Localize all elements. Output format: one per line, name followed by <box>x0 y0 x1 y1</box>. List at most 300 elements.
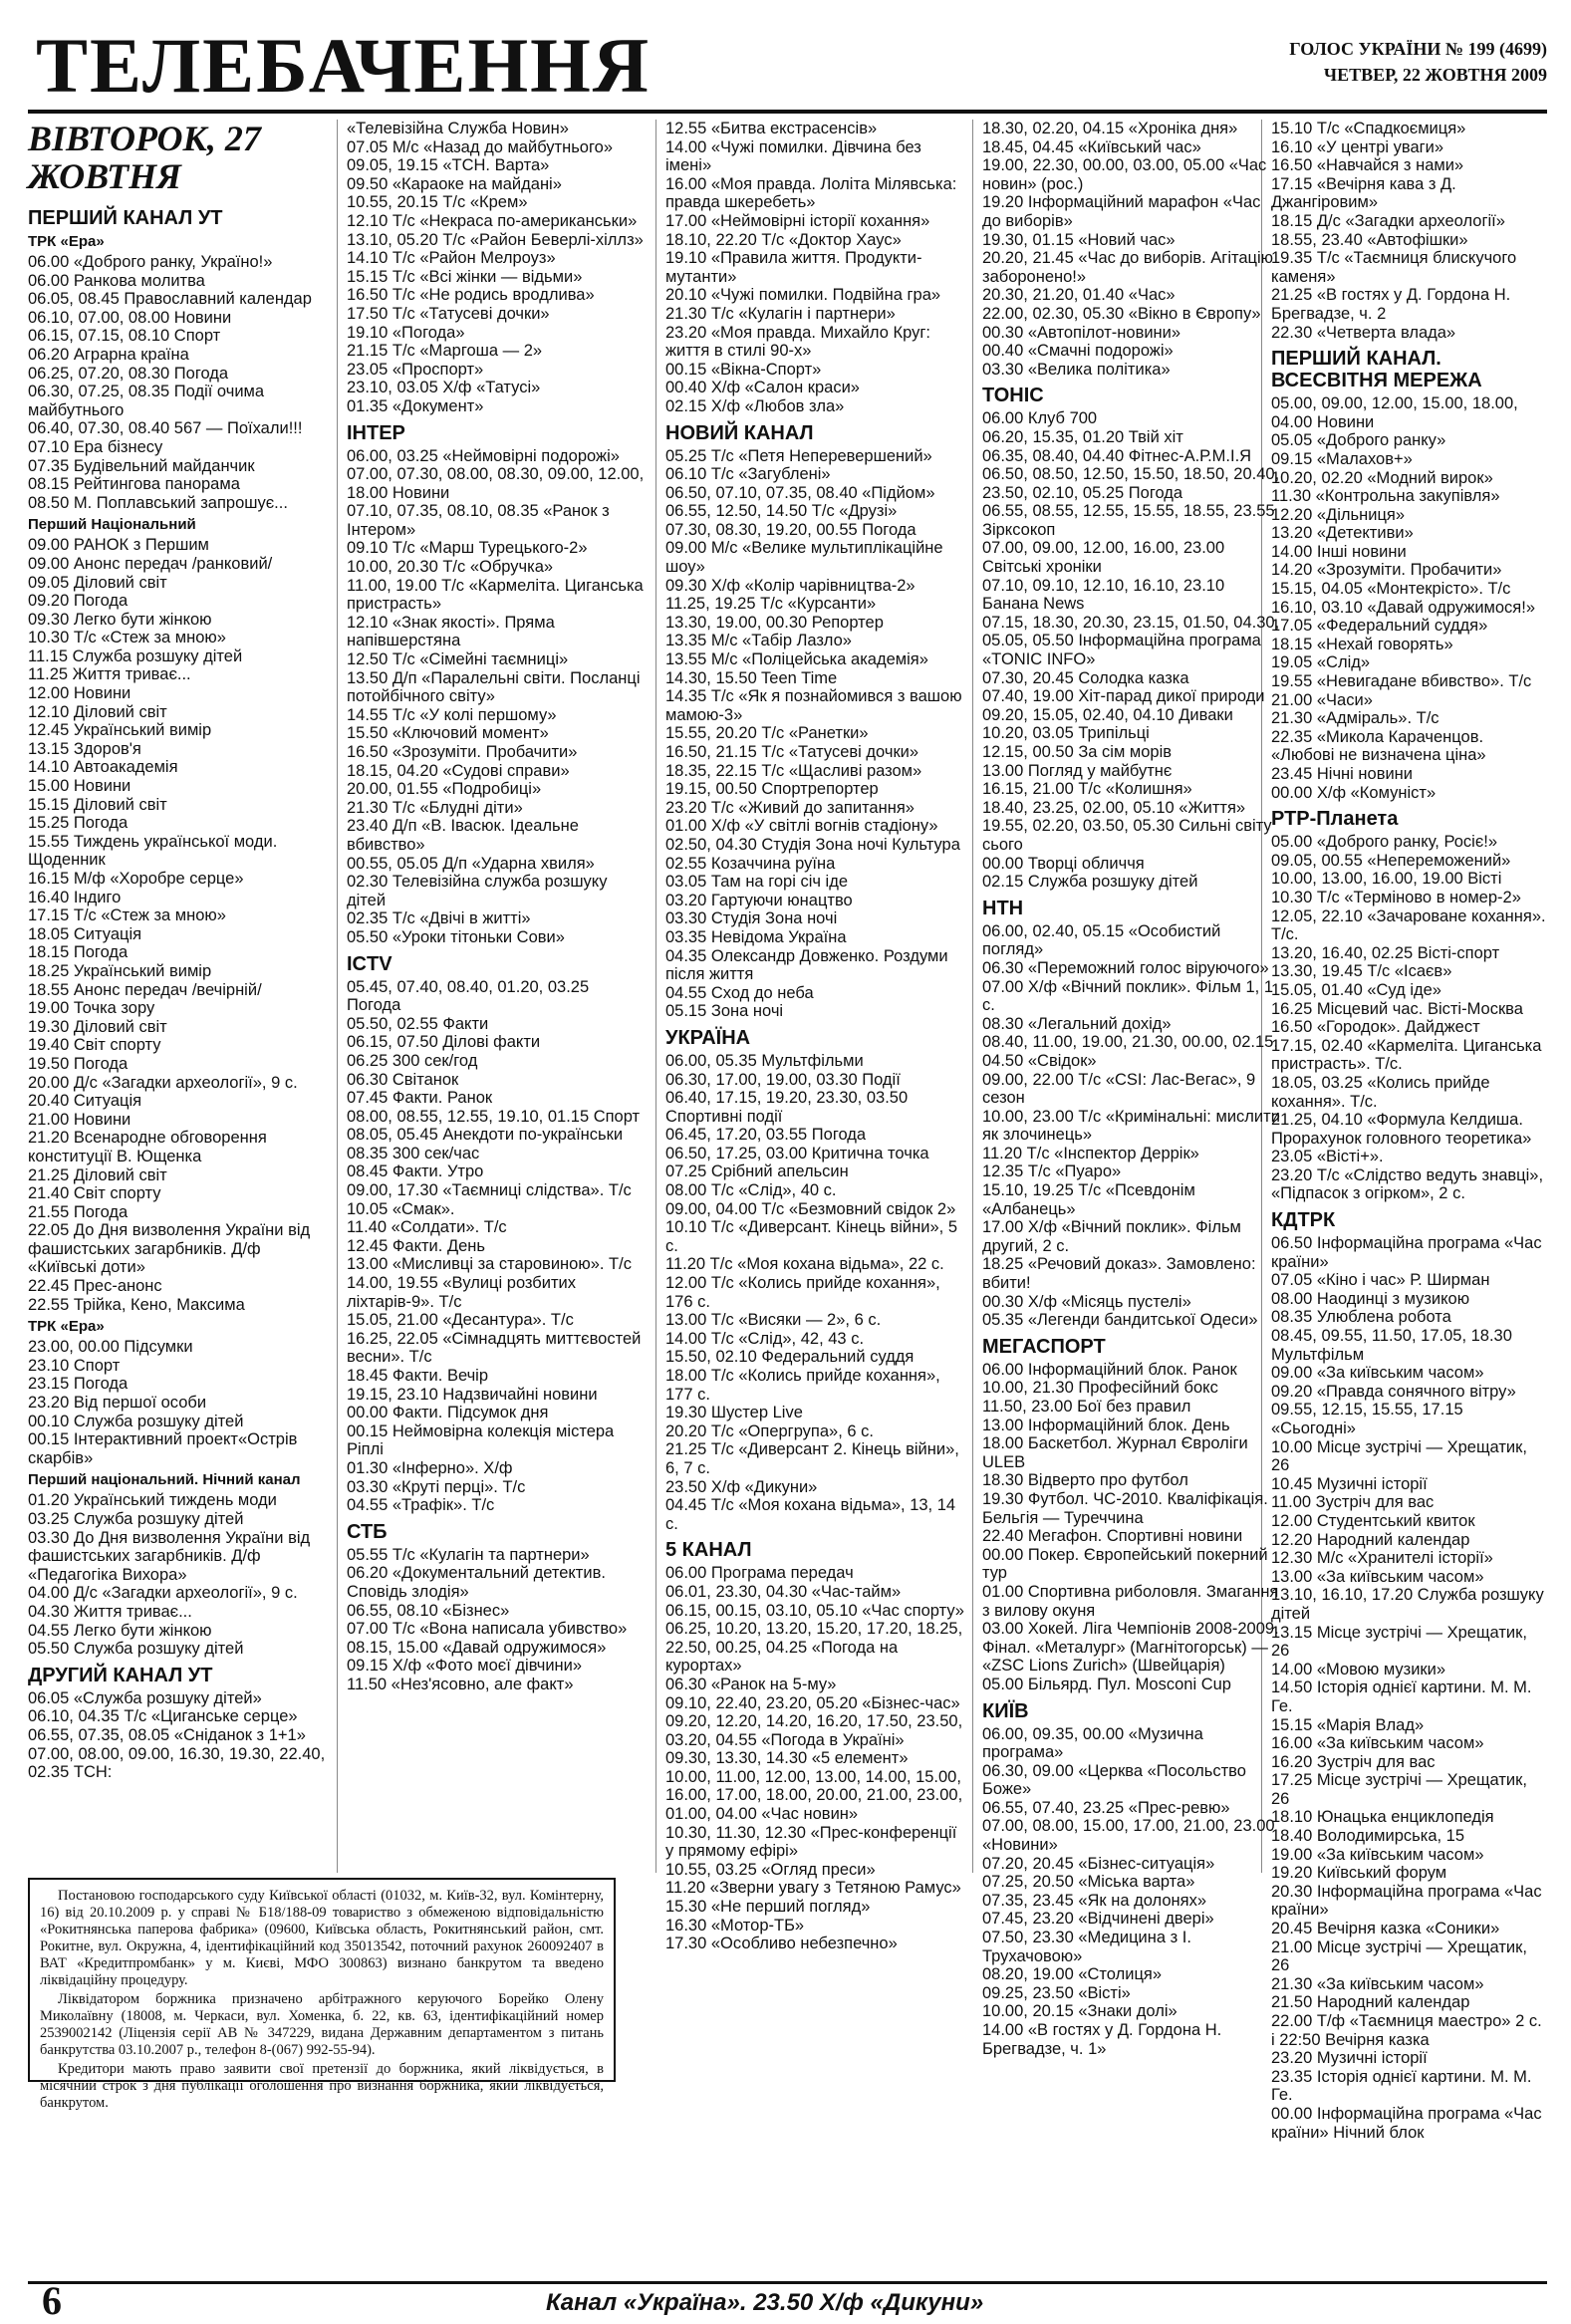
program-line: 09.55, 12.15, 15.55, 17.15 «Сьогодні» <box>1271 1401 1463 1437</box>
program-line: 23.20 Музичні історії <box>1271 2049 1428 2068</box>
program-line: 05.55 Т/с «Кулагін та партнери» <box>347 1545 590 1564</box>
program-line: 03.20 Гартуючи юнацтво <box>665 891 853 909</box>
program-line: 19.15, 00.50 Спортрепортер <box>665 780 879 799</box>
program-line: 06.00 Ранкова молитва <box>28 271 205 290</box>
program-line: 13.50 Д/п «Паралельні світи. Посланці потойбічного світу» <box>347 668 641 706</box>
program-line: 05.00 «Доброго ранку, Росіє!» <box>1271 833 1497 852</box>
program-line: 19.00 Точка зору <box>28 999 155 1018</box>
program-line: 13.15 Здоров'я <box>28 739 141 758</box>
program-line: 21.30 «Адміраль». Т/с <box>1271 709 1440 728</box>
program-line: 14.00 Інші новини <box>1271 542 1407 561</box>
program-line: 21.25 «В гостях у Д. Гордона Н. Брегвадзе, ч. 2 <box>1271 286 1511 323</box>
program-line: 09.00 Анонс передач /ранковий/ <box>28 554 273 573</box>
program-line: 16.40 Індиго <box>28 888 122 906</box>
program-line: 22.40 Мегафон. Спортивні новини <box>982 1527 1243 1546</box>
program-line: 04.00 Д/с «Загадки археології», 9 с. <box>28 1584 298 1603</box>
page-number: 6 <box>42 2278 62 2323</box>
program-line: 08.00 Наодинці з музикою <box>1271 1289 1470 1308</box>
program-line: 03.00 Хокей. Ліга Чемпіонів 2008-2009. Фінал. «Металург» (Магнітогорськ) — «ZSC Lions Zurich» (Швейцарія) <box>982 1620 1279 1676</box>
program-line: 21.30 «За київським часом» <box>1271 1974 1484 1993</box>
program-line: 12.45 Український вимір <box>28 721 212 740</box>
program-line: 16.00 «Моя правда. Лоліта Мілявська: правда шкеребеть» <box>665 174 957 212</box>
program-line: 16.00 «За київським часом» <box>1271 1734 1484 1753</box>
program-line: 10.00, 21.30 Професійний бокс <box>982 1379 1218 1398</box>
notice-paragraph: Постановою господарського суду Київської області (01032, м. Київ-32, вул. Комінтерну, 16) від 20.10.2009 р. у справі № Б18/188-09 товариство з обмеженою відповідальністю «Рокитнянська паперова фабрика» (09600, Київська область, Рокитнянський район, смт. Рокитне, вул. Окружна, 4, ідентифікаційний код 35013542, поточний рахунок 260092407 в ВАТ «Кредитпромбанк» у м. Києві, МФО 300863) визнано банкрутом та введено ліквідаційну процедуру. <box>40 1888 604 1988</box>
program-line: 15.15 «Марія Влад» <box>1271 1715 1425 1734</box>
program-line: 05.45, 07.40, 08.40, 01.20, 03.25 Погода <box>347 977 590 1015</box>
program-line: 06.25 300 сек/год <box>347 1051 478 1070</box>
section-title: ТЕЛЕБАЧЕННЯ <box>36 22 652 109</box>
program-line: 14.00 Т/с «Слід», 42, 43 с. <box>665 1329 865 1348</box>
program-line: 18.05, 03.25 «Колись прийде кохання». Т/с. <box>1271 1073 1490 1111</box>
program-line: 14.50 Історія однієї картини. М. М. Ге. <box>1271 1678 1532 1715</box>
column-2 <box>347 120 646 2087</box>
program-line: 19.30 Футбол. ЧС-2010. Кваліфікація. Бельгія — Туреччина <box>982 1489 1268 1527</box>
program-line: 18.40 Володимирська, 15 <box>1271 1827 1465 1846</box>
program-line: 13.35 М/с «Табір Лазло» <box>665 632 852 650</box>
program-line: 01.20 Український тиждень моди <box>28 1491 277 1510</box>
program-line: 06.00 «Доброго ранку, Україно!» <box>28 253 273 271</box>
program-line: 06.55, 07.35, 08.05 «Сніданок з 1+1» <box>28 1725 306 1744</box>
program-line: 19.30 Шустер Live <box>665 1404 803 1422</box>
program-line: 00.00 Факти. Підсумок дня <box>347 1404 549 1422</box>
program-line: 19.55 «Невигадане вбивство». Т/с <box>1271 672 1532 691</box>
program-line: 02.35 Т/с «Двічі в житті» <box>347 909 531 928</box>
program-line: 07.00, 08.00, 09.00, 16.30, 19.30, 22.40, 02.35 ТСН: <box>28 1744 326 1782</box>
program-line: 23.20 Від першої особи <box>28 1394 207 1413</box>
program-line: 02.15 Х/ф «Любов зла» <box>665 396 845 415</box>
program-line: 06.05 «Служба розшуку дітей» <box>28 1688 262 1707</box>
channel-heading: НОВИЙ КАНАЛ <box>665 421 814 444</box>
program-line: 06.25, 07.20, 08.30 Погода <box>28 364 229 383</box>
program-line: 22.35 «Микола Караченцов. «Любові не визначена ціна» <box>1271 727 1486 765</box>
program-line: 16.10, 03.10 «Давай одружимося!» <box>1271 598 1536 617</box>
program-line: 16.15, 21.00 Т/с «Колишня» <box>982 780 1192 799</box>
program-line: 00.10 Служба розшуку дітей <box>28 1412 244 1430</box>
program-line: 12.15, 00.50 За сім морів <box>982 743 1173 761</box>
channel-heading: ІНТЕР <box>347 421 405 444</box>
program-line: 06.50, 17.25, 03.00 Критична точка <box>665 1144 929 1162</box>
program-line: 16.25 Місцевий час. Вісті-Москва <box>1271 999 1523 1018</box>
program-line: 20.10 «Чужі помилки. Подвійна гра» <box>665 286 941 305</box>
program-line: 10.05 «Смак». <box>347 1199 455 1218</box>
program-line: 18.00 Баскетбол. Журнал Євроліги ULEB <box>982 1434 1248 1471</box>
program-line: 19.10 «Правила життя. Продукти-мутанти» <box>665 249 922 286</box>
program-line: 06.55, 08.10 «Бізнес» <box>347 1601 510 1620</box>
program-line: 10.00, 20.15 «Знаки долі» <box>982 2002 1178 2021</box>
program-line: 14.00 «В гостях у Д. Гордона Н. Брегвадзе, ч. 1» <box>982 2021 1222 2058</box>
channel-heading: 5 КАНАЛ <box>665 1539 752 1562</box>
program-line: 18.55 Анонс передач /вечірній/ <box>28 980 262 999</box>
program-line: 10.30, 11.30, 12.30 «Прес-конференції у прямому ефірі» <box>665 1823 957 1861</box>
program-line: 20.00, 01.55 «Подробиці» <box>347 780 542 799</box>
program-line: 20.20, 21.45 «Час до виборів. Агітацію заборонено!» <box>982 249 1274 286</box>
program-line: 10.00, 23.00 Т/с «Кримінальні: мислити як злочинець» <box>982 1107 1280 1145</box>
program-line: 19.50 Погода <box>28 1054 129 1073</box>
program-line: 15.15, 04.05 «Монтекрісто». Т/с <box>1271 580 1511 599</box>
program-line: 06.20, 15.35, 01.20 Твій хіт <box>982 427 1183 446</box>
channel-heading: ПЕРШИЙ КАНАЛ. ВСЕСВІТНЯ МЕРЕЖА <box>1271 348 1482 392</box>
program-line: 20.30 Інформаційна програма «Час країни» <box>1271 1882 1542 1920</box>
program-line: 20.40 Ситуація <box>28 1092 142 1111</box>
program-line: 07.15, 18.30, 20.30, 23.15, 01.50, 04.30, 05.05, 05.50 Інформаційна програма «TONIC INFO» <box>982 613 1280 669</box>
program-line: 21.20 Всенародне обговорення конституції В. Ющенка <box>28 1129 267 1165</box>
program-line: 22.05 До Дня визволення України від фашистських загарбників. Д/ф «Київські доти» <box>28 1221 311 1277</box>
program-line: 22.30 «Четверта влада» <box>1271 323 1456 342</box>
program-line: 08.45, 09.55, 11.50, 17.05, 18.30 Мультфільм <box>1271 1327 1512 1364</box>
program-line: 08.15 Рейтингова панорама <box>28 475 240 494</box>
program-line: 22.00, 02.30, 05.30 «Вікно в Європу» <box>982 304 1261 323</box>
program-line: 03.30 До Дня визволення України від фашистських загарбників. Д/ф «Педагогіка Вихора» <box>28 1528 311 1584</box>
program-line: 07.05 М/с «Назад до майбутнього» <box>347 137 613 156</box>
program-line: 07.30, 20.45 Солодка казка <box>982 668 1189 687</box>
program-line: 00.00 Покер. Європейський покерний тур <box>982 1545 1268 1583</box>
program-line: 00.40 «Смачні подорожі» <box>982 342 1174 361</box>
program-line: 06.30 Світанок <box>347 1070 459 1089</box>
program-line: 13.30, 19.00, 00.30 Репортер <box>665 613 884 632</box>
issue-date: ЧЕТВЕР, 22 ЖОВТНЯ 2009 <box>1323 65 1547 85</box>
program-line: 16.30 «Мотор-ТБ» <box>665 1916 805 1935</box>
program-line: 19.05 «Слід» <box>1271 653 1371 672</box>
program-line: 07.20, 20.45 «Бізнес-ситуація» <box>982 1854 1215 1873</box>
program-line: 06.20 «Документальний детектив. Сповідь злодія» <box>347 1564 606 1601</box>
program-line: 06.30 «Переможний голос віруючого» <box>982 958 1269 977</box>
channel-heading: ПЕРШИЙ КАНАЛ УТ <box>28 207 223 229</box>
program-line: 16.25, 22.05 «Сімнадцять миттєвостей весни». Т/с <box>347 1329 642 1367</box>
program-line: 18.10, 22.20 Т/с «Доктор Хаус» <box>665 230 902 249</box>
program-line: 04.35 Олександр Довженко. Роздуми після життя <box>665 946 948 984</box>
program-line: 12.20 Народний календар <box>1271 1530 1470 1549</box>
program-line: 07.35 Будівельний майданчик <box>28 456 255 475</box>
program-line: 12.10 Діловий світ <box>28 702 167 721</box>
program-line: 10.00, 13.00, 16.00, 19.00 Вісті <box>1271 870 1502 889</box>
program-line: 21.50 Народний календар <box>1271 1993 1470 2012</box>
program-line: 14.10 Т/с «Район Мелроуз» <box>347 249 556 268</box>
channel-heading: НТН <box>982 897 1024 919</box>
program-line: 06.00 Інформаційний блок. Ранок <box>982 1360 1237 1379</box>
program-line: 23.35 Історія однієї картини. М. М. Ге. <box>1271 2067 1532 2105</box>
program-line: 06.40, 07.30, 08.40 567 — Поїхали!!! <box>28 419 303 438</box>
program-line: 10.10 Т/с «Диверсант. Кінець війни», 5 с. <box>665 1218 958 1255</box>
program-line: 18.15 «Нехай говорять» <box>1271 635 1453 653</box>
program-line: 06.00 Клуб 700 <box>982 409 1098 428</box>
paper-issue: ГОЛОС УКРАЇНИ № 199 (4699) <box>1289 39 1547 59</box>
program-line: 06.01, 23.30, 04.30 «Час-тайм» <box>665 1582 902 1601</box>
program-line: 06.00, 05.35 Мультфільми <box>665 1051 864 1070</box>
program-line: 09.00, 04.00 Т/с «Безмовний свідок 2» <box>665 1199 956 1218</box>
program-line: 00.00 Інформаційна програма «Час країни» Нічний блок <box>1271 2104 1542 2142</box>
program-line: 21.25 Діловий світ <box>28 1165 167 1184</box>
promo-line: Канал «Україна». 23.50 Х/ф «Дикуни» <box>546 2289 984 2316</box>
program-line: 09.00 «За київським часом» <box>1271 1364 1484 1383</box>
program-line: 05.00, 09.00, 12.00, 15.00, 18.00, 04.00 Новини <box>1271 394 1518 431</box>
program-line: 15.50, 02.10 Федеральний суддя <box>665 1348 915 1367</box>
program-line: 06.30 «Ранок на 5-му» <box>665 1675 837 1693</box>
column-5 <box>1271 120 1547 2142</box>
program-line: 12.10 Т/с «Некраса по-американськи» <box>347 211 638 230</box>
channel-heading: РТР-Планета <box>1271 808 1399 831</box>
channel-heading: КИЇВ <box>982 1699 1029 1722</box>
program-line: 13.10, 05.20 Т/с «Район Беверлі-хіллз» <box>347 230 644 249</box>
program-line: 08.45 Факти. Утро <box>347 1162 484 1181</box>
program-line: 23.00, 00.00 Підсумки <box>28 1338 193 1357</box>
program-line: 15.50 «Ключовий момент» <box>347 724 549 743</box>
program-line: 02.15 Служба розшуку дітей <box>982 873 1198 892</box>
program-line: 13.15 Місце зустрічі — Хрещатик, 26 <box>1271 1623 1527 1661</box>
program-line: 04.45 Т/с «Моя кохана відьма», 13, 14 с. <box>665 1496 956 1533</box>
program-line: 15.55, 20.20 Т/с «Ранетки» <box>665 724 869 743</box>
program-line: 17.30 «Особливо небезпечно» <box>665 1935 898 1953</box>
program-line: 00.30 Х/ф «Місяць пустелі» <box>982 1292 1191 1311</box>
program-line: 19.40 Світ спорту <box>28 1036 161 1055</box>
program-line: 04.30 Життя триває... <box>28 1602 192 1621</box>
program-line: 13.00 Т/с «Висяки — 2», 6 с. <box>665 1311 882 1330</box>
program-line: 22.45 Прес-анонс <box>28 1277 162 1296</box>
program-line: 10.20, 02.20 «Модний вирок» <box>1271 468 1493 487</box>
program-line: 12.35 Т/с «Пуаро» <box>982 1162 1122 1181</box>
program-line: 21.25 Т/с «Диверсант 2. Кінець війни», 6, 7 с. <box>665 1440 959 1477</box>
program-line: 10.55, 20.15 Т/с «Крем» <box>347 193 528 212</box>
program-line: 07.00, 07.30, 08.00, 08.30, 09.00, 12.00, 18.00 Новини <box>347 465 645 502</box>
program-line: 08.20, 19.00 «Столиця» <box>982 1965 1163 1984</box>
program-line: 04.55 Легко бути жінкою <box>28 1621 212 1640</box>
program-line: 11.40 «Солдати». Т/с <box>347 1218 507 1237</box>
program-line: 07.00, 08.00, 15.00, 17.00, 21.00, 23.00 «Новини» <box>982 1817 1275 1855</box>
notice-paragraph: Ліквідатором боржника призначено арбітражного керуючого Борейко Олену Миколаївну (18008, м. Черкаси, вул. Хоменка, б. 22, кв. 63, ідентифікаційний номер 2539002142 (Ліцензія серії АВ № 347229, видана Державним департаментом з питань банкрутства 03.10.2007 р., телефон 8-(067) 992-55-94). <box>40 1991 604 2058</box>
program-line: 03.30 Студія Зона ночі <box>665 909 838 928</box>
program-line: 07.45 Факти. Ранок <box>347 1089 493 1108</box>
program-line: 21.30 Т/с «Блудні діти» <box>347 798 523 817</box>
program-line: 06.30, 17.00, 19.00, 03.30 Події <box>665 1070 901 1089</box>
program-line: 03.30 «Круті перці». Т/с <box>347 1477 526 1496</box>
program-line: 16.50 Т/с «Не родись вродлива» <box>347 286 595 305</box>
channel-heading: СТБ <box>347 1520 388 1543</box>
col1-list <box>28 207 327 1782</box>
program-line: 08.15, 15.00 «Давай одружимося» <box>347 1638 607 1657</box>
channel-subheading: Перший національний. Нічний канал <box>28 1471 301 1489</box>
program-line: 18.40, 23.25, 02.00, 05.10 «Життя» <box>982 798 1246 817</box>
program-line: 19.20 Інформаційний марафон «Час до виборів» <box>982 193 1261 230</box>
program-line: 17.25 Місце зустрічі — Хрещатик, 26 <box>1271 1771 1527 1808</box>
program-line: 05.25 Т/с «Петя Неперевершений» <box>665 446 932 465</box>
program-line: 16.50, 21.15 Т/с «Татусеві дочки» <box>665 743 919 761</box>
channel-subheading: ТРК «Ера» <box>28 1318 105 1336</box>
program-line: 12.00 Студентський квиток <box>1271 1511 1475 1530</box>
program-line: 11.20 «Зверни увагу з Тетяною Рамус» <box>665 1879 961 1898</box>
program-line: 09.20, 12.20, 14.20, 16.20, 17.50, 23.50, 03.20, 04.55 «Погода в Україні» <box>665 1712 963 1749</box>
program-line: 19.10 «Погода» <box>347 323 465 342</box>
program-line: 10.45 Музичні історії <box>1271 1474 1428 1493</box>
program-line: 23.10 Спорт <box>28 1356 121 1375</box>
program-line: 07.50, 23.30 «Медицина з І. Трухачовою» <box>982 1929 1191 1965</box>
program-line: 13.00 «За київським часом» <box>1271 1567 1484 1586</box>
program-line: 15.25 Погода <box>28 814 129 833</box>
program-line: 09.30, 13.30, 14.30 «5 елемент» <box>665 1749 909 1768</box>
program-line: 03.35 Невідома Україна <box>665 927 847 946</box>
program-line: 14.10 Автоакадемія <box>28 758 178 777</box>
program-line: 19.00, 22.30, 00.00, 03.00, 05.00 «Час новин» (рос.) <box>982 156 1267 193</box>
channel-heading: КДТРК <box>1271 1209 1336 1232</box>
program-line: 12.45 Факти. День <box>347 1236 486 1255</box>
channel-heading: ТОНІС <box>982 385 1044 407</box>
program-line: 02.30 Телевізійна служба розшуку дітей <box>347 873 608 909</box>
program-line: 05.05 «Доброго ранку» <box>1271 431 1446 450</box>
program-line: 14.00 «Мовою музики» <box>1271 1660 1446 1678</box>
program-line: 08.35 Улюблена робота <box>1271 1308 1451 1327</box>
program-line: 16.50 «Городок». Дайджест <box>1271 1018 1480 1037</box>
program-line: 07.10, 07.35, 08.10, 08.35 «Ранок з Інтером» <box>347 502 610 539</box>
program-line: 08.50 М. Поплавський запрошує... <box>28 493 288 512</box>
program-line: 00.55, 05.05 Д/п «Ударна хвиля» <box>347 854 595 873</box>
program-line: 03.25 Служба розшуку дітей <box>28 1510 244 1528</box>
program-line: 07.25 Срібний апельсин <box>665 1162 849 1181</box>
program-line: 04.55 Сход до неба <box>665 983 814 1002</box>
program-line: 13.20, 16.40, 02.25 Вісті-спорт <box>1271 943 1500 962</box>
program-line: 00.15 «Вікна-Спорт» <box>665 360 822 379</box>
program-line: 11.50, 23.00 Бої без правил <box>982 1398 1191 1416</box>
program-line: 11.50 «Нез'ясовно, але факт» <box>347 1675 574 1693</box>
program-line: «Телевізійна Служба Новин» <box>347 120 569 137</box>
program-line: 07.45, 23.20 «Відчинені двері» <box>982 1910 1214 1929</box>
program-line: 07.00, 09.00, 12.00, 16.00, 23.00 Світські хроніки <box>982 539 1225 577</box>
column-1 <box>28 120 327 2087</box>
program-line: 23.45 Нічні новини <box>1271 765 1414 783</box>
program-line: 19.35 Т/с «Таємниця блискучого каменя» <box>1271 249 1517 286</box>
program-line: 09.20 Погода <box>28 592 129 611</box>
program-line: 22.55 Трійка, Кено, Максима <box>28 1295 245 1314</box>
program-line: 09.00 РАНОК з Першим <box>28 536 209 555</box>
program-line: 06.30, 09.00 «Церква «Посольство Боже» <box>982 1761 1246 1799</box>
program-line: 07.25, 20.50 «Міська варта» <box>982 1873 1195 1892</box>
program-line: 13.10, 16.10, 17.20 Служба розшуку дітей <box>1271 1586 1544 1623</box>
channel-heading: МЕГАСПОРТ <box>982 1335 1106 1358</box>
program-line: 10.00 Місце зустрічі — Хрещатик, 26 <box>1271 1437 1527 1475</box>
program-line: 10.20, 03.05 Трипільці <box>982 724 1150 743</box>
program-line: 19.15, 23.10 Надзвичайні новини <box>347 1385 598 1404</box>
program-line: 06.10, 04.35 Т/с «Циганське серце» <box>28 1707 298 1726</box>
program-line: 06.55, 07.40, 23.25 «Прес-ревю» <box>982 1798 1230 1817</box>
program-line: 11.25, 19.25 Т/с «Курсанти» <box>665 595 877 614</box>
channel-heading: УКРАЇНА <box>665 1026 751 1049</box>
program-line: 18.55, 23.40 «Автофішки» <box>1271 230 1468 249</box>
program-line: 06.50, 08.50, 12.50, 15.50, 18.50, 20.40, 23.50, 02.10, 05.25 Погода <box>982 465 1280 502</box>
program-line: 10.30 Т/с «Стеж за мною» <box>28 629 226 647</box>
program-line: 06.00 Програма передач <box>665 1564 854 1583</box>
program-line: 09.15 Х/ф «Фото моєї дівчини» <box>347 1657 583 1676</box>
program-line: 18.00 Т/с «Колись прийде кохання», 177 с. <box>665 1367 940 1404</box>
program-line: 05.50 «Уроки тітоньки Сови» <box>347 927 565 946</box>
program-line: 17.15 «Вечірня кава з Д. Джангіровим» <box>1271 174 1456 212</box>
program-line: 10.00, 11.00, 12.00, 13.00, 14.00, 15.00, 16.00, 17.00, 18.00, 20.00, 21.00, 23.00, 01.00, 04.00 «Час новин» <box>665 1767 963 1824</box>
program-line: 17.00 Х/ф «Вічний поклик». Фільм другий, 2 с. <box>982 1218 1241 1255</box>
program-line: 09.30 Х/ф «Колір чарівництва-2» <box>665 576 916 595</box>
program-line: 19.30, 01.15 «Новий час» <box>982 230 1176 249</box>
program-line: 14.20 «Зрозуміти. Пробачити» <box>1271 561 1502 580</box>
program-line: 00.15 Інтерактивний проект«Острів скарбів» <box>28 1430 298 1467</box>
program-line: 00.40 Х/ф «Салон краси» <box>665 379 860 397</box>
program-line: 09.00, 17.30 «Таємниці слідства». Т/с <box>347 1181 632 1200</box>
program-line: 01.00 Х/ф «У світлі вогнів стадіону» <box>665 817 938 836</box>
program-line: 09.10, 22.40, 23.20, 05.20 «Бізнес-час» <box>665 1693 960 1712</box>
program-line: 16.20 Зустріч для вас <box>1271 1752 1436 1771</box>
program-line: 18.45 Факти. Вечір <box>347 1367 489 1385</box>
program-line: 14.30, 15.50 Teen Time <box>665 668 838 687</box>
program-line: 15.05, 21.00 «Десантура». Т/с <box>347 1311 574 1330</box>
program-line: 23.50 Х/ф «Дикуни» <box>665 1477 818 1496</box>
program-line: 07.00 Х/ф «Вічний поклик». Фільм 1, 1 с. <box>982 977 1274 1015</box>
program-line: 18.15 Д/с «Загадки археології» <box>1271 211 1505 230</box>
program-line: 12.30 М/с «Хранителі історії» <box>1271 1549 1493 1568</box>
masthead <box>28 22 1547 114</box>
program-line: 21.00 Місце зустрічі — Хрещатик, 26 <box>1271 1937 1527 1975</box>
program-line: 14.35 Т/с «Як я познайомився з вашою мамою-3» <box>665 687 962 724</box>
program-line: 06.00, 02.40, 05.15 «Особистий погляд» <box>982 921 1221 959</box>
program-line: 02.55 Козаччина руїна <box>665 854 836 873</box>
program-line: 19.00 «За київським часом» <box>1271 1845 1484 1864</box>
program-line: 17.15, 02.40 «Кармеліта. Циганська пристрасть». Т/с. <box>1271 1036 1542 1074</box>
program-line: 18.25 «Речовий доказ». Замовлено: вбити! <box>982 1255 1256 1293</box>
program-line: 06.05, 08.45 Православний календар <box>28 290 312 309</box>
channel-heading: ICTV <box>347 952 393 975</box>
program-line: 11.30 «Контрольна закупівля» <box>1271 487 1500 506</box>
program-line: 19.30 Діловий світ <box>28 1017 167 1036</box>
program-line: 18.25 Український вимір <box>28 961 212 980</box>
program-line: 06.10 Т/с «Загублені» <box>665 465 831 484</box>
program-line: 06.20 Аграрна країна <box>28 345 189 364</box>
program-line: 14.55 Т/с «У колі першому» <box>347 705 557 724</box>
program-line: 20.00 Д/с «Загадки археології», 9 с. <box>28 1073 298 1092</box>
program-line: 06.15, 00.15, 03.10, 05.10 «Час спорту» <box>665 1601 964 1620</box>
program-line: 20.30, 21.20, 01.40 «Час» <box>982 286 1176 305</box>
program-line: 20.45 Вечірня казка «Соники» <box>1271 1920 1500 1938</box>
program-line: 15.55 Тиждень української моди. Щоденник <box>28 832 278 870</box>
program-line: 15.15 Т/с «Всі жінки — відьми» <box>347 267 583 286</box>
program-line: 18.10 Юнацька енциклопедія <box>1271 1808 1494 1827</box>
program-line: 09.25, 23.50 «Вісті» <box>982 1983 1131 2002</box>
program-line: 10.30 Т/с «Терміново в номер-2» <box>1271 888 1521 906</box>
program-line: 21.25, 04.10 «Формула Келдиша. Прорахунок головного теоретика» <box>1271 1111 1532 1148</box>
program-line: 01.35 «Документ» <box>347 396 484 415</box>
program-line: 07.40, 19.00 Хіт-парад дикої природи <box>982 687 1265 706</box>
program-line: 09.50 «Караоке на майдані» <box>347 174 562 193</box>
program-line: 15.00 Новини <box>28 777 131 796</box>
notice-paragraph: Кредитори мають право заявити свої претензії до боржника, який ліквідується, в місячний строк з дня публікації оголошення про визнання боржника, який ліквідується, банкрутом. <box>40 2061 604 2111</box>
program-line: 17.50 Т/с «Татусеві дочки» <box>347 304 550 323</box>
program-line: 05.50, 02.55 Факти <box>347 1014 489 1033</box>
channel-subheading: Перший Національний <box>28 516 196 534</box>
program-line: 07.00 Т/с «Вона написала убивство» <box>347 1620 628 1639</box>
program-line: 20.20 Т/с «Опергрупа», 6 с. <box>665 1421 874 1440</box>
program-line: 12.20 «Дільниця» <box>1271 505 1406 524</box>
program-line: 23.20 Т/с «Слідство ведуть знавці», «Підпасок з огірком», 2 с. <box>1271 1165 1544 1203</box>
program-line: 09.05 Діловий світ <box>28 573 167 592</box>
program-line: 16.50 «Навчайся з нами» <box>1271 156 1464 175</box>
program-line: 10.00, 20.30 Т/с «Обручка» <box>347 558 554 577</box>
program-line: 23.20 Т/с «Живий до запитання» <box>665 798 915 817</box>
program-line: 11.25 Життя триває... <box>28 665 191 684</box>
channel-subheading: ТРК «Ера» <box>28 233 105 250</box>
program-line: 06.55, 08.55, 12.55, 15.55, 18.55, 23.55 Зірксокоп <box>982 502 1275 539</box>
program-line: 13.55 М/с «Поліцейська академія» <box>665 650 928 669</box>
program-line: 07.10, 09.10, 12.10, 16.10, 23.10 Банана News <box>982 576 1225 614</box>
program-line: 14.00 «Чужі помилки. Дівчина без імені» <box>665 137 921 175</box>
program-line: 09.30 Легко бути жінкою <box>28 610 212 629</box>
program-line: 13.20 «Детективи» <box>1271 524 1414 543</box>
program-line: 15.30 «Не перший погляд» <box>665 1898 871 1917</box>
program-line: 21.30 Т/с «Кулагін і партнери» <box>665 304 896 323</box>
program-line: 06.15, 07.15, 08.10 Спорт <box>28 327 221 346</box>
program-line: 08.40, 11.00, 19.00, 21.30, 00.00, 02.15, 04.50 «Свідок» <box>982 1033 1278 1070</box>
